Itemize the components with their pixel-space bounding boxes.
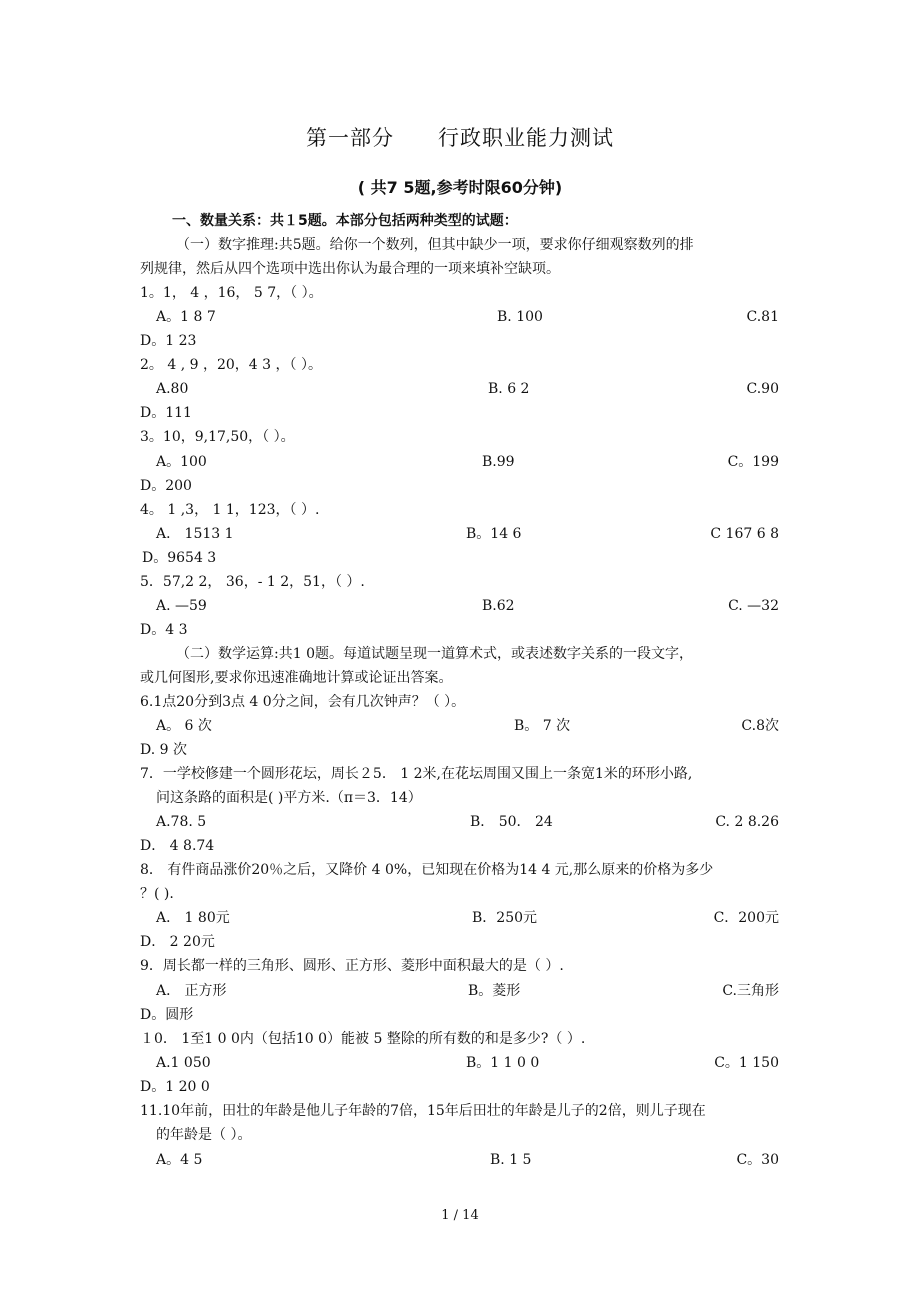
q8-option-b: B．250元 — [472, 910, 538, 926]
question-7-line2: 问这条路的面积是( )平方米.（π＝3．14） — [156, 790, 422, 806]
q10-option-d: D。1 20 0 — [140, 1079, 210, 1095]
q8-option-d: D． 2 20元 — [140, 934, 215, 950]
q11-option-a: A。4 5 — [156, 1152, 203, 1168]
question-9: 9．周长都一样的三角形、圆形、正方形、菱形中面积最大的是（ ）. — [140, 958, 564, 974]
question-10: １0． 1至1 0 0内（包括10 0）能被 5 整除的所有数的和是多少?（ ）. — [140, 1031, 586, 1047]
q7-option-b: B． 50． 24 — [470, 814, 553, 830]
q6-option-c: C.8次 — [741, 718, 779, 734]
q4-option-b: B。14 6 — [466, 526, 522, 542]
q6-option-d: D. 9 次 — [140, 742, 187, 758]
q6-option-b: B。 7 次 — [514, 718, 571, 734]
q7-option-d: D． 4 8.74 — [140, 838, 215, 854]
q9-option-b: B。菱形 — [468, 983, 521, 999]
q2-option-b: B. 6 2 — [488, 381, 530, 397]
part2-intro-line1: （二）数学运算:共1 0题。每道试题呈现一道算术式，或表述数字关系的一段文字， — [176, 646, 693, 662]
q1-option-d: D。1 23 — [140, 333, 197, 349]
question-6: 6.1点20分到3点 4 0分之间，会有几次钟声？（ ）。 — [140, 694, 466, 710]
q1-option-a: A。1 8 7 — [156, 309, 216, 325]
q8-option-a: A． 1 80元 — [156, 910, 230, 926]
q4-option-a: A． 1513 1 — [156, 526, 234, 542]
q7-option-a: A.78. 5 — [156, 814, 207, 830]
q5-option-c: C. —32 — [728, 598, 779, 614]
q11-option-b: B. 1 5 — [490, 1152, 532, 1168]
q3-option-c: C。199 — [727, 454, 779, 470]
question-11-line2: 的年龄是（ ）。 — [156, 1127, 252, 1143]
q2-option-a: A.80 — [156, 381, 189, 397]
question-7-line1: 7．一学校修建一个圆形花坛，周长２5． 1 2米,在花坛周围又围上一条宽1米的环形小路, — [140, 766, 693, 782]
q11-option-c: C。30 — [736, 1152, 779, 1168]
section-heading: 一、数量关系：共１5题。本部分包括两种类型的试题： — [172, 213, 518, 229]
q2-option-d: D。111 — [140, 405, 192, 421]
q3-option-d: D。200 — [140, 478, 192, 494]
question-3: 3。10，9,17,50，（ ）。 — [140, 429, 295, 445]
q8-option-c: C．200元 — [713, 910, 779, 926]
q3-option-b: B.99 — [482, 454, 515, 470]
question-4: 4。 1 ,3， 1 1，123，（ ）. — [140, 502, 320, 518]
q9-option-c: C.三角形 — [722, 983, 779, 999]
q4-option-d: D。9654 3 — [142, 550, 217, 566]
q9-option-d: D。圆形 — [140, 1007, 194, 1023]
q2-option-c: C.90 — [746, 381, 779, 397]
question-1: 1。1， 4 ，16， 5 7，（ ）。 — [140, 285, 323, 301]
question-2: 2。 4 , 9 ，20，4 3 ，（ ）。 — [140, 357, 322, 373]
part1-intro-line2: 列规律，然后从四个选项中选出你认为最合理的一项来填补空缺项。 — [140, 261, 560, 277]
page-subtitle: ( 共7 5题,参考时限60分钟) — [357, 178, 563, 197]
question-8-line1: 8． 有件商品涨价20％之后，又降价 4 0%，已知现在价格为14 4 元,那么原来的价格为多少 — [140, 862, 714, 878]
question-8-line2: ？( ). — [140, 886, 174, 902]
q10-option-c: C。1 150 — [714, 1055, 779, 1071]
q9-option-a: A． 正方形 — [156, 983, 227, 999]
page-title — [0, 122, 920, 152]
q1-option-b: B. 100 — [497, 309, 543, 325]
q6-option-a: A。 6 次 — [156, 718, 212, 734]
page-number: 1 / 14 — [441, 1208, 479, 1223]
q5-option-a: A. —59 — [156, 598, 207, 614]
question-5: 5．57,2 2， 36，- 1 2，51，（ ）. — [140, 574, 365, 590]
title-part: 第一部分 — [306, 126, 394, 150]
q4-option-c: C 167 6 8 — [710, 526, 779, 542]
question-11-line1: 11.10年前，田壮的年龄是他儿子年龄的7倍，15年后田壮的年龄是儿子的2倍，则儿子现在 — [140, 1103, 706, 1119]
q5-option-d: D。4 3 — [140, 622, 188, 638]
title-subject: 行政职业能力测试 — [438, 126, 614, 150]
q1-option-c: C.81 — [746, 309, 779, 325]
q10-option-b: B。1 1 0 0 — [466, 1055, 540, 1071]
part2-intro-line2: 或几何图形,要求你迅速准确地计算或论证出答案。 — [140, 670, 453, 686]
q3-option-a: A。100 — [156, 454, 207, 470]
q10-option-a: A.1 050 — [156, 1055, 211, 1071]
part1-intro-line1: （一）数字推理:共5题。给你一个数列，但其中缺少一项，要求你仔细观察数列的排 — [176, 237, 694, 253]
q5-option-b: B.62 — [482, 598, 515, 614]
q7-option-c: C. 2 8.26 — [715, 814, 779, 830]
